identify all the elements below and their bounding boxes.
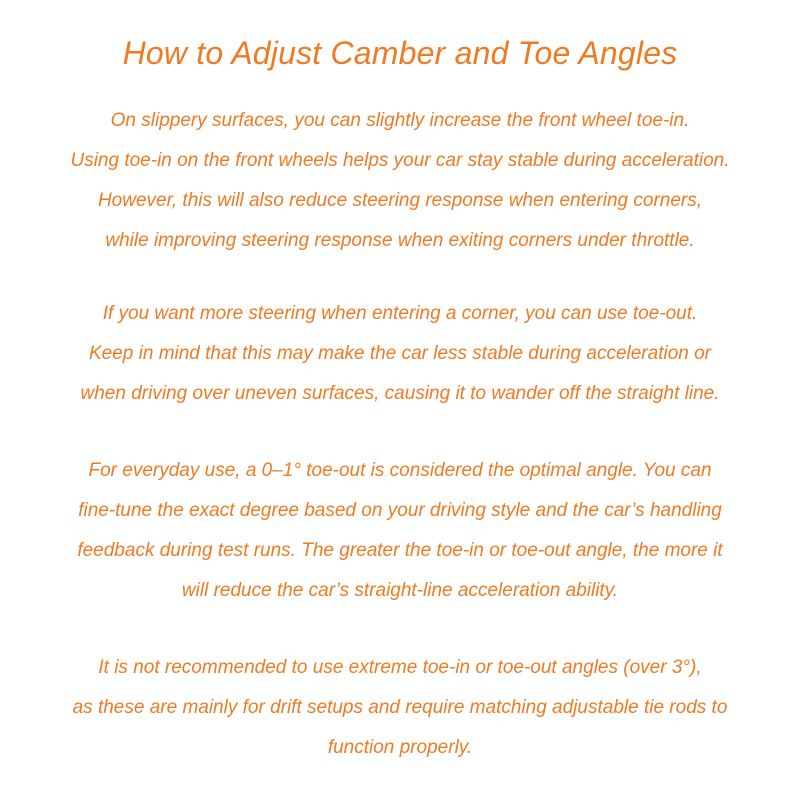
paragraph-line: For everyday use, a 0–1° toe-out is considered the optimal angle. You can	[88, 460, 712, 481]
paragraph-line: Keep in mind that this may make the car less stable during acceleration or	[88, 343, 712, 364]
paragraph-line: However, this will also reduce steering response when entering corners,	[97, 190, 703, 211]
paragraph-line: fine-tune the exact degree based on your driving style and the car’s handling	[78, 500, 722, 521]
paragraph-line: Using toe-in on the front wheels helps your car stay stable during acceleration.	[70, 150, 730, 171]
paragraph-toe-out	[0, 294, 800, 414]
paragraph-line: If you want more steering when entering a corner, you can use toe-out.	[102, 303, 698, 324]
page-title: How to Adjust Camber and Toe Angles	[122, 35, 678, 72]
paragraph-everyday-use	[0, 451, 800, 611]
paragraph-line: It is not recommended to use extreme toe-in or toe-out angles (over 3°),	[98, 657, 702, 678]
paragraph-line: will reduce the car’s straight-line acceleration ability.	[181, 580, 619, 601]
paragraph-line: as these are mainly for drift setups and require matching adjustable tie rods to	[72, 697, 728, 718]
paragraph-line: On slippery surfaces, you can slightly increase the front wheel toe-in.	[110, 110, 690, 131]
paragraph-line: when driving over uneven surfaces, causing it to wander off the straight line.	[80, 383, 720, 404]
paragraph-line: while improving steering response when exiting corners under throttle.	[105, 230, 695, 251]
paragraph-toe-in	[0, 101, 800, 261]
paragraph-line: feedback during test runs. The greater the toe-in or toe-out angle, the more it	[77, 540, 723, 561]
paragraph-extreme-angles	[0, 648, 800, 768]
paragraph-line: function properly.	[327, 737, 473, 758]
